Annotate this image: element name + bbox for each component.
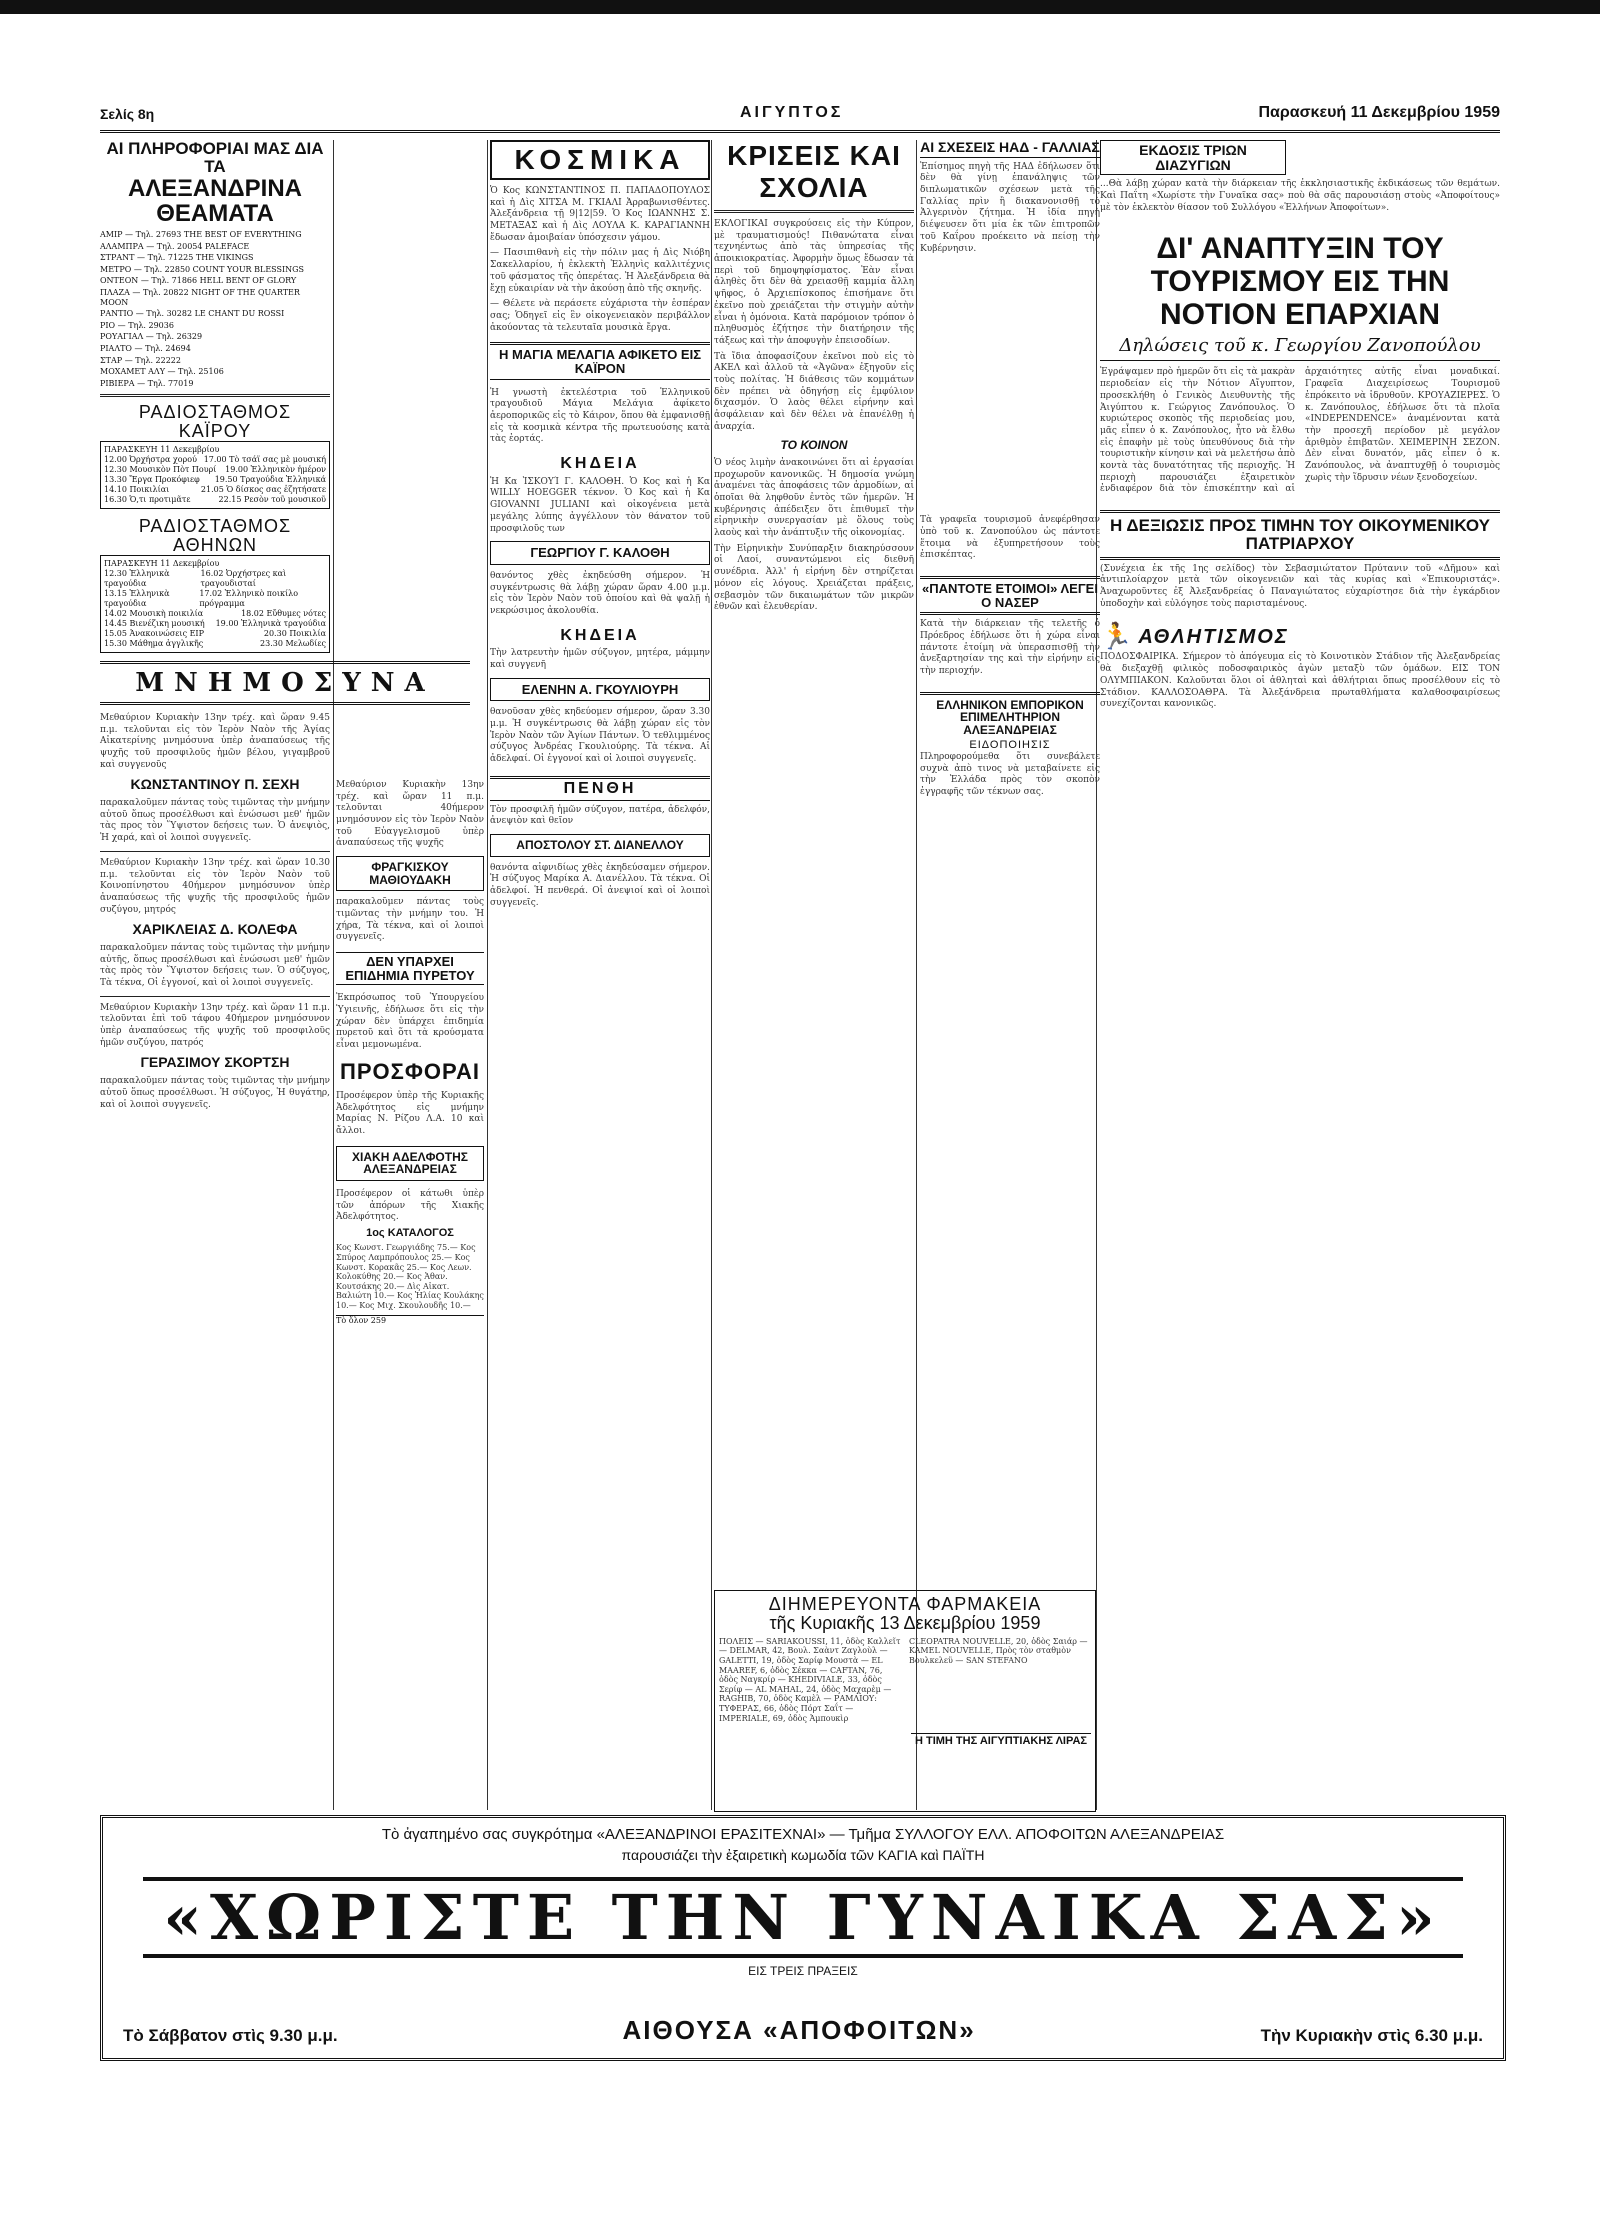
cinema-entry: ΡΟΥΑΓΙΑΛ — Τηλ. 26329 — [100, 332, 203, 342]
funeral-heading: ΚΗΔΕΙΑ — [560, 454, 640, 472]
comments-sub: ΤΟ ΚΟΙΝΟΝ — [780, 438, 848, 453]
pharmacy-list: ΠΟΛΕΙΣ — SARIAKOUSSI, 11, ὁδὸς Καλλεῖτ — DELMAR, 42, Βουλ. Σαὰντ Ζαγλοὺλ — GALETTI, 19, ὁδὸς Σαρίφ Μουστὰ — EL MAAREF, 6, ὁδὸς Σέκκα — CAFTAN, 76, ὁδὸς Ναγκρίρ — KHEDIVIALE, 33, ὁδὸς Σερίφ — AL MAHAL, 24, ὁδὸς Μαχαρὲμ — RAGHIB, 70, ὁδὸς Καμὲλ — ΡΑΜΛΙΟΥ: ΤΥΦΕΡΑΣ, 66, ὁδὸς Πόρτ Σαΐτ — IMPERIALE, 69, ὁδὸς Ἀμπουκὶρ — [719, 1636, 901, 1723]
patriarch-text: (Συνέχεια ἐκ τῆς 1ης σελίδος) τὸν Σεβασμιώτατον Πρύτανιν τοῦ «Δῆμου» καὶ ἀντιπλοίαρχον μετὰ τῶν οἰκογενειῶν καὶ τὰς κυρίας καὶ «Ἐπικουριστάς». Ἀναχωροῦντες ἐξ Ἀλεξανδρείας ὁ Παναγιώτατος εὐχαρίστησε διὰ τὴν ἐγκάρδιον ὑποδοχὴν καὶ εὐλόγησε τοὺς παρισταμένους. — [1100, 563, 1500, 609]
cinema-entry: ΣΤΡΑΝΤ — Τηλ. 71225 THE VIKINGS — [100, 253, 254, 263]
chamber-sub: ΕΙΔΟΠΟΙΗΣΙΣ — [969, 739, 1051, 752]
kosmika-heading: ΚΟΣΜΙΚΑ — [490, 140, 710, 180]
cinema-entry: ΑΛΑΜΠΡΑ — Τηλ. 20054 PALEFACE — [100, 241, 250, 251]
funeral-text: θανοῦσαν χθὲς κηδεύομεν σήμερον, ὥραν 3.30 μ.μ. Ἡ συγκέντρωσις θὰ λάβῃ χώραν εἰς τὸν Ἱερὸν Ναὸν τῶν Ἁγίων Πάντων. Ὁ τεθλιμμένος σύζυγος Ἀνδρέας Γκουλιούρης. Τὰ τέκνα. Αἱ ἀδελφαί. Οἱ ἐγγονοί καὶ οἱ λοιποὶ συγγενεῖς. — [490, 707, 710, 765]
ad-play-title: «ΧΩΡΙΣΤΕ ΤΗΝ ΓΥΝΑΙΚΑ ΣΑΣ» — [143, 1877, 1463, 1958]
social-text: — Θέλετε νὰ περάσετε εὐχάριστα τὴν ἑσπέραν σας; Ὁδηγεῖ εἰς ἓν οἰκογενειακὸν περιβάλλον ἀκούοντας τὰ τελευταῖα μουσικὰ ἔργα. — [490, 299, 710, 333]
right-articles — [1100, 140, 1500, 1810]
article-headline: ΕΚΔΟΣΙΣ ΤΡΙΩΝ ΔΙΑΖΥΓΙΩΝ — [1100, 140, 1286, 175]
radio-row — [104, 639, 326, 649]
radio-slot: 17.02 Ἑλληνικὸ ποικίλο πρόγραμμα — [199, 588, 299, 608]
memorial-text: παρακαλοῦμεν πάντας τοὺς τιμῶντας τὴν μνήμην του. Ἡ χήρα, Τὰ τέκνα, καὶ οἱ λοιποὶ συγγενεῖς. — [336, 897, 484, 943]
radio-row — [104, 609, 326, 619]
radio-day: ΠΑΡΑΣΚΕΥΗ 11 Δεκεμβρίου — [104, 558, 220, 568]
mourning-name: ΑΠΟΣΤΟΛΟΥ ΣΤ. ΔΙΑΝΕΛΛΟΥ — [490, 834, 710, 857]
article-headline: ΧΙΑΚΗ ΑΔΕΛΦΟΤΗΣ ΑΛΕΞΑΝΔΡΕΙΑΣ — [336, 1146, 484, 1181]
column-relations — [920, 140, 1100, 1580]
radio-row — [104, 465, 326, 475]
funeral-text: Ἡ Κα ἸΣΚΟΥΊ Γ. ΚΑΛΟΘΗ. Ὁ Κος καὶ ἡ Κα WILLY HOEGGER τέκνον. Ὁ Κος καὶ ἡ Κα GIOVANNI JULIANI καὶ οἰκογένεια μετὰ μεγάλης λύπης ἀγγέλλουν τὸν θάνατον τοῦ προσφιλοῦς των — [490, 476, 710, 534]
memorial-text: Μεθαύριον Κυριακὴν 13ην τρέχ. καὶ ὥραν 9.45 π.μ. τελοῦνται εἰς τὸν Ἱερὸν Ναὸν τῆς Ἁγίας Αἰκατερίνης μνημόσυνα ὑπὲρ ἀναπαύσεως τῆς ψυχῆς τοῦ προσφιλοῦς ἡμῶν βέλου, γιγαμβροῦ καὶ συγγενοῦς — [100, 712, 330, 770]
radio-slot: 19.00 Ἑλληνικὸν ἡμέρον — [225, 465, 326, 475]
radio-slot: 19.50 Τραγούδια Ἑλληνικά — [214, 475, 326, 485]
radio-slot: 16.30 Ὁ,τι προτιμᾶτε — [104, 495, 191, 505]
funeral-text: Τὴν λατρευτὴν ἡμῶν σύζυγον, μητέρα, μάμμην καὶ συγγενῆ — [490, 648, 710, 671]
column-social — [490, 140, 710, 1810]
memorial-name: ΚΩΝΣΤΑΝΤΙΝΟΥ Π. ΣΕΧΗ — [130, 776, 300, 793]
ad-sunday-time: Τὴν Κυριακὴν στὶς 6.30 μ.μ. — [1260, 2026, 1483, 2045]
comments-text: Τὰ ἴδια ἀποφασίζουν ἐκεῖνοι ποὺ εἰς τὸ ΑΚΕΛ καὶ ἀλλοῦ τὰ «Ἀγῶνα» ἐξηγοῦν εἰς τοὺς πολίτας. Ἡ διάθεσις τῶν κομμάτων δὲν πρέπει νὰ ὁδηγήσῃ εἰς ἐμφύλιον διχασμόν. Ὁ λαὸς θέλει εἰρήνην καὶ ἀσφάλειαν καὶ δὲν θέλει νὰ ἐπανέλθῃ ἡ ἀναρχία. — [714, 351, 914, 432]
top-black-bar — [0, 0, 1600, 14]
ad-venue: ΑΙΘΟΥΣΑ «ΑΠΟΦΟΙΤΩΝ» — [622, 2015, 976, 2045]
radio-row — [104, 589, 326, 609]
cinema-list — [100, 230, 330, 388]
article-headline: ΑΙ ΣΧΕΣΕΙΣ ΗΑΔ - ΓΑΛΛΙΑΣ — [920, 140, 1100, 158]
catalog-title: 1ος ΚΑΤΑΛΟΓΟΣ — [366, 1226, 454, 1239]
issue-date: Παρασκευή 11 Δεκεμβρίου 1959 — [1258, 104, 1500, 121]
mourning-text: Τὸν προσφιλῆ ἡμῶν σύζυγον, πατέρα, ἀδελφόν, ἀνεψιὸν καὶ θεῖον — [490, 804, 710, 827]
radio-slot: 20.30 Ποικιλία — [263, 628, 326, 638]
comments-text: Τὴν Εἰρηνικὴν Συνύπαρξιν διακηρύσσουν οἱ Λαοί, συναντώμενοι εἰς διεθνῆ συνέδρια. Ἀλλ' ἡ εἰρήνη δὲν στηρίζεται μόνον εἰς λόγους. Χρειάζεται πράξεις, σεβασμὸν τῶν δικαιωμάτων τῶν μικρῶν ἐθνῶν καὶ ἐλευθερίαν. — [714, 543, 914, 613]
sport-heading: ΑΘΛΗΤΙΣΜΟΣ — [1138, 625, 1289, 648]
comments-heading: ΚΡΙΣΕΙΣ ΚΑΙ ΣΧΟΛΙΑ — [727, 140, 901, 203]
chamber-text: Πληροφορούμεθα ὅτι συνεβάλετε συχνὰ ἀπὸ τινος νὰ μεταβαίνετε εἰς τὴν Ἑλλάδα πρὸς τὸν σκοπὸν ἐγγραφῆς τῶν τέκνων σας. — [920, 751, 1100, 798]
radio-row — [104, 629, 326, 639]
catalog-total — [336, 1315, 484, 1326]
memorials-title: ΜΝΗΜΟΣΥΝΑ — [100, 661, 470, 705]
memorial-text: παρακαλοῦμεν πάντας τοὺς τιμῶντας τὴν μνήμην αὐτῆς, ὅπως προσέλθωσι καὶ ἐνώσωσι μεθ' ἡμῶν τὰς πρὸς τὸν Ὕψιστον δεήσεις των. Ὁ σύζυγος, Τὰ τέκνα, Οἱ ἐγγονοί, καὶ οἱ λοιποὶ συγγενεῖς. — [100, 942, 330, 988]
cinema-entry: ΑΜΙΡ — Τηλ. 27693 THE BEST OF EVERYTHING — [100, 230, 302, 240]
radio-slot: 13.30 Ἔργα Προκόφιεφ — [104, 475, 200, 485]
radio-row — [104, 455, 326, 465]
radio-cairo-title: ΡΑΔΙΟΣΤΑΘΜΟΣ ΚΑΪΡΟΥ — [138, 402, 292, 442]
memorial-text: Μεθαύριον Κυριακὴν 13ην τρέχ. καὶ ὥραν 11 π.μ. τελοῦνται 40ήμερον μνημόσυνον εἰς τὸν Ἱερὸν Ναὸν τοῦ Εὐαγγελισμοῦ ὑπὲρ ἀναπαύσεως τῆς ψυχῆς — [336, 780, 484, 849]
cinema-entry: ΡΙΑΛΤΟ — Τηλ. 24694 — [100, 344, 191, 353]
offers-heading: ΠΡΟΣΦΟΡΑΙ — [339, 1058, 481, 1084]
column-rule — [711, 140, 712, 1810]
tourism-subheadline: Δηλώσεις τοῦ κ. Γεωργίου Ζανοπούλου — [1100, 335, 1500, 361]
cinema-entry: ΜΕΤΡΟ — Τηλ. 22850 COUNT YOUR BLESSINGS — [100, 264, 305, 274]
radio-slot: 21.05 Ὁ δίσκος σας ἐζητήσατε — [200, 485, 326, 495]
pharmacies-date: τῆς Κυριακῆς 13 Δεκεμβρίου 1959 — [769, 1612, 1041, 1633]
pharmacy-list: CLEOPATRA NOUVELLE, 20, ὁδὸς Σαιάρ — KAMEL NOUVELLE, Πρὸς τὸν σταθμὸν Βουλκελεϋ — SAN STEFANO — [909, 1636, 1088, 1665]
article-text: Ἐκπρόσωπος τοῦ Ὑπουργείου Ὑγιεινῆς, ἐδήλωσε ὅτι εἰς τὴν χώραν δὲν ὑπάρχει ἐπιδημία πυρετοῦ καὶ ὅτι τὰ κρούσματα εἶναι μεμονωμένα. — [336, 993, 484, 1051]
article-text: ...Θὰ λάβῃ χώραν κατὰ τὴν διάρκειαν τῆς ἐκκλησιαστικῆς ἐκδικάσεως τῶν θεμάτων. Καὶ Παΐτη «Χωρίστε τὴν Γυναῖκα σας» ποὺ θὰ σᾶς παρουσιάσῃ στοὺς «Ἀποφοίτους» μὲ τὸν ἐκλεκτὸν θίασον τοῦ Συλλόγου «Ἑλλήνων Ἀποφοίτων». — [1100, 179, 1500, 213]
comments-text: Ὁ νέος λιμὴν ἀνακοινώνει ὅτι αἱ ἐργασίαι προχωροῦν κανονικῶς. Ἡ δημοσία γνώμη ἀναμένει τὰς ἀποφάσεις τῶν ἁρμοδίων, αἱ ὁποῖαι θὰ ληφθοῦν ἐντὸς τῶν ἡμερῶν. Ἡ κυβέρνησις ἀπέδειξεν ὅτι ἐπιθυμεῖ τὴν εἰρηνικὴν συνεργασίαν μὲ ὅλους τοὺς λαοὺς καὶ τὴν ἀνάπτυξιν τῆς οἰκονομίας. — [714, 457, 914, 539]
column-memorials-2 — [336, 520, 484, 1810]
theatre-advertisement — [100, 1815, 1506, 2061]
memorial-text: Μεθαύριον Κυριακὴν 13ην τρέχ. καὶ ὥραν 11 π.μ. τελοῦνται ἐπὶ τοῦ τάφου 40ήμερον μνημόσυνον ὑπὲρ ἀναπαύσεως τῆς ψυχῆς τοῦ προσφιλοῦς ἡμῶν συζύγου, πατρός — [100, 1002, 330, 1048]
funeral-name: ΕΛΕΝΗΝ Α. ΓΚΟΥΛΙΟΥΡΗ — [490, 678, 710, 702]
radio-slot: 14.10 Ποικιλίαι — [104, 485, 170, 495]
radio-day: ΠΑΡΑΣΚΕΥΗ 11 Δεκεμβρίου — [104, 445, 220, 455]
radio-slot: 12.00 Ὀρχήστρα χορού — [104, 455, 197, 465]
radio-slot: 17.00 Τὸ τσάϊ σας μὲ μουσική — [203, 455, 326, 465]
radio-slot: 23.30 Μελωδίες — [260, 638, 326, 648]
pharmacies-box — [714, 1590, 1096, 1812]
tourism-text: Ἐγράψαμεν πρὸ ἡμερῶν ὅτι εἰς τὰ μακρὰν περιοδείαν εἰς τὴν Νότιον Αἴγυπτον, προσεκλήθη ὁ Γενικὸς Διευθυντὴς τῆς Ἀιγύπτου κ. Γεώργιος Ζανόπουλος. Ὁ κυριώτερος σκοπὸς τῆς περιοδείας μου, μᾶς εἶπεν ὁ κ. Ζανόπουλος, ἦτο νὰ ἔλθω εἰς ἐπαφὴν μὲ τοὺς ὑπευθύνους διὰ τὴν τουριστικὴν κίνησιν καὶ νὰ μελετήσω ἀπὸ κοντὰ τὰς δυνατότητας τῆς περιοχῆς. Ἡ περιοχὴ παρουσιάζει ἐξαιρετικὸν ἐνδιαφέρον διὰ τὸν ἐπισκέπτην καὶ αἱ ἀρχαιότητες αὐτῆς εἶναι μοναδικαί. Γραφεῖα Διαχειρίσεως Τουρισμοῦ ἐπρόκειτο νὰ ἱδρυθοῦν. ΚΡΟΥΑΖΙΕΡΕΣ. Ὁ κ. Ζανόπουλος, ἐδήλωσε ὅτι τὰ πλοῖα «INDEPENDENCE» ἀναμένονται κατὰ τὴν προσεχῆ περίοδον μὲ μεγάλον ἀριθμὸν ἐπιβατῶν. ΧΕΙΜΕΡΙΝΗ ΣΕΖΟΝ. Δὲν εἶναι δυνατόν, μᾶς εἶπεν ὁ κ. Ζανόπουλος, νὰ ἀναπτυχθῇ ὁ τουρισμὸς χωρὶς τὴν ἵδρυσιν νέων ξενοδοχείων. — [1100, 367, 1500, 495]
cinema-entry: ΡΙΒΙΕΡΑ — Τηλ. 77019 — [100, 378, 194, 388]
memorial-name: ΦΡΑΓΚΙΣΚΟΥ ΜΑΘΙΟΥΔΑΚΗ — [336, 856, 484, 891]
article-text: Προσέφερον οἱ κάτωθι ὑπὲρ τῶν ἀπόρων τῆς Χιακῆς Ἀδελφότητος. — [336, 1188, 484, 1223]
tourism-headline: ΔΙ' ΑΝΑΠΤΥΞΙΝ ΤΟΥ ΤΟΥΡΙΣΜΟΥ ΕΙΣ ΤΗΝ ΝΟΤΙΟΝ ΕΠΑΡΧΙΑΝ — [1150, 232, 1450, 332]
article-text: Κατὰ τὴν διάρκειαν τῆς τελετῆς ὁ Πρόεδρος ἐδήλωσε ὅτι ἡ χώρα εἶναι πάντοτε ἑτοίμη νὰ ὑπερασπισθῇ τὴν ἀνεξαρτησίαν της καὶ τὴν εἰρήνην εἰς τὴν περιοχήν. — [920, 619, 1100, 676]
radio-slot: 13.15 Ἑλληνικὰ τραγούδια — [104, 588, 170, 608]
pharmacies-heading: ΔΙΗΜΕΡΕΥΟΝΤΑ ΦΑΡΜΑΚΕΙΑ — [768, 1594, 1042, 1614]
radio-slot: 12.30 Μουσικὸν Πὸτ Πουρί — [104, 465, 217, 475]
ad-saturday-time: Τὸ Σάββατον στὶς 9.30 μ.μ. — [123, 2026, 338, 2045]
social-text: Ὁ Κος ΚΩΝΣΤΑΝΤΙΝΟΣ Π. ΠΑΠΑΔΟΠΟΥΛΟΣ καὶ ἡ Δὶς ΧΙΤΣΑ Μ. ΓΚΙΑΛΙ Ἀρραβωνισθέντες. Ἀλεξάνδρεια τῇ 9|12|59. Ὁ Κος ΙΩΑΝΝΗΣ Σ. ΜΕΤΑΞΑΣ καὶ ἡ Δὶς ΛΟΥΛΑ Κ. ΚΑΡΑΓΙΑΝΝΗ ἔδωσαν ἀμοιβαίαν ὑπόσχεσιν γάμου. — [490, 186, 710, 243]
social-text: — Πασιπιθανὴ εἰς τὴν πόλιν μας ἡ Δὶς Νιόβη Σακελλαρίου, ἡ ἐκλεκτὴ Ἑλληνὶς καλλιτέχνις τοῦ φάσματος τῆς ὀπερέτας. Ἡ Ἀλεξάνδρεια θὰ ἔχῃ εὐκαιρίαν νὰ τὴν ἀκούσῃ ἀπὸ τῆς σκηνῆς. — [490, 248, 710, 294]
divider — [100, 394, 330, 397]
chamber-heading: ΕΛΛΗΝΙΚΟΝ ΕΜΠΟΡΙΚΟΝ ΕΠΙΜΕΛΗΤΗΡΙΟΝ ΑΛΕΞΑΝΔΡΕΙΑΣ — [920, 692, 1100, 737]
memorial-text: Μεθαύριον Κυριακὴν 13ην τρέχ. καὶ ὥραν 10.30 π.μ. τελοῦνται εἰς τὸν Ἱερὸν Ναὸν τοῦ Κοινοπίνηστου 40ήμερον μνημόσυνον ὑπὲρ ἀναπαύσεως τῆς ψυχῆς τῆς προσφιλοῦς ἡμῶν συζύγου, μητρός — [100, 857, 330, 915]
article-headline: ΔΕΝ ΥΠΑΡΧΕΙ ΕΠΙΔΗΜΙΑ ΠΥΡΕΤΟΥ — [336, 952, 484, 985]
currency-heading: Η ΤΙΜΗ ΤΗΣ ΑΙΓΥΠΤΙΑΚΗΣ ΛΙΡΑΣ — [911, 1733, 1091, 1748]
cinema-entry: ΣΤΑΡ — Τηλ. 22222 — [100, 355, 181, 365]
column-rule — [487, 140, 488, 1810]
ad-footer — [123, 2015, 1483, 2046]
column-rule — [916, 140, 917, 1810]
mourning-heading: ΠΕΝΘΗ — [490, 776, 710, 801]
ad-presents: παρουσιάζει τὴν ἐξαιρετικὴ κωμωδία τῶν ΚΑΓΙΑ καὶ ΠΑΪΤΗ — [621, 1847, 985, 1863]
patriarch-headline: Η ΔΕΞΙΩΣΙΣ ΠΡΟΣ ΤΙΜΗΝ ΤΟΥ ΟΙΚΟΥΜΕΝΙΚΟΥ ΠΑΤΡΙΑΡΧΟΥ — [1100, 510, 1500, 560]
runner-icon: 🏃 — [1100, 622, 1133, 653]
page-number: Σελίς 8η — [100, 106, 155, 122]
article-text: Ἐπίσημος πηγὴ τῆς ΗΑΔ ἐδήλωσεν ὅτι δὲν θὰ γίνῃ ἐπανάληψις τῶν διπλωματικῶν σχέσεων μετὰ τῆς Γαλλίας πρὶν ἢ διακανονισθῇ τὸ Ἀλγερινὸν ζήτημα. Ἡ ἰδία πηγὴ διέψευσεν ὅτι μία ἐκ τῶν ἐπιτροπῶν τοῦ Καΐρου προέκειτο νὰ πείσῃ τὴν Κυβέρνησιν. — [920, 161, 1100, 254]
radio-row — [104, 495, 326, 505]
article-headline: «ΠΑΝΤΟΤΕ ΕΤΟΙΜΟΙ» ΛΕΓΕΙ Ο ΝΑΣΕΡ — [920, 576, 1100, 615]
radio-slot: 12.30 Ἑλληνικὰ τραγούδια — [104, 568, 170, 588]
radio-slot: 16.02 Ὀρχήστρες καὶ τραγουδισταί — [200, 568, 287, 588]
radio-slot: 15.30 Μάθημα ἀγγλικῆς — [104, 638, 204, 648]
radio-slot: 14.45 Βιενέζικη μουσική — [104, 618, 205, 628]
cinema-entry: ΜΟΧΑΜΕΤ ΑΛΥ — Τηλ. 25106 — [100, 367, 224, 377]
sport-text: ΠΟΔΟΣΦΑΙΡΙΚΑ. Σήμερον τὸ ἀπόγευμα εἰς τὸ Κοινοτικὸν Στάδιον τῆς Ἀλεξανδρείας θὰ διεξαχθῇ φιλικὸς ποδοσφαιρικὸς ἀγὼν μεταξὺ τῶν ὁμάδων. ΕΙΣ ΤΟΝ ΟΛΥΜΠΙΑΚΟΝ. Καλοῦνται ὅλοι οἱ ἀθληταὶ καὶ ἀθλήτριαι ὅπως προσέλθουν εἰς τὸ Στάδιον. ΚΑΛΛΟΣΟΑΘΡΑ. Τὰ Ἀλεξάνδρεια πρωταθλήματα καλαθοσφαιρίσεως συνεχίζονται κανονικῶς. — [1100, 652, 1500, 710]
radio-row — [104, 485, 326, 495]
cinema-heading-2: ΑΛΕΞΑΝΔΡΙΝΑ ΘΕΑΜΑΤΑ — [127, 174, 303, 227]
radio-slot: 19.00 Ἑλληνικὰ τραγούδια — [215, 618, 326, 628]
radio-slot: 18.02 Εὔθυμες νότες — [241, 608, 326, 618]
comments-text: ΕΚΛΟΓΙΚΑΙ συγκρούσεις εἰς τὴν Κύπρον, μὲ τραυματισμούς! Πιθανώτατα εἶναι τεχνηέντως ἀπὸ τὰς ὑπηρεσίας τῆς ἀποικιοκρατίας. Ἀφορμὴν ὅμως ἔδωσαν τὰ περὶ τοῦ δημοψηφίσματος. Ἐὰν εἶναι ἀληθὲς ὅτι δὲν θὰ χρειασθῇ καμμία ἄλλη ψῆφος, ὁ Ἀρχιεπίσκοπος ἐπισήμανε ὅτι ἐκεῖνο ποὺ χρειάζεται τὴν στιγμὴν αὐτὴν εἶναι ἡ ὁμόνοια. Κατὰ παρόμοιον τρόπον ὁ πληθυσμὸς ἐζήτησε τὴν διατήρησιν τῆς τάξεως καὶ τὴν ἀποφυγὴν ἐπεισοδίων. — [714, 219, 914, 346]
radio-slot: 22.15 Ρεσὸν τοῦ μουσικοῦ — [218, 495, 326, 505]
funeral-name: ΓΕΩΡΓΙΟΥ Γ. ΚΑΛΟΘΗ — [490, 541, 710, 565]
ad-intro: Τὸ ἀγαπημένο σας συγκρότημα «ΑΛΕΞΑΝΔΡΙΝΟΙ ΕΡΑΣΙΤΕΧΝΑΙ» — Τμῆμα ΣΥΛΛΟΓΟΥ ΕΛΛ. ΑΠΟΦΟΙΤΩΝ ΑΛΕΞΑΝΔΡΕΙΑΣ — [381, 1826, 1225, 1843]
radio-cairo-schedule — [100, 441, 330, 509]
article-text: Ἡ γνωστὴ ἐκτελέστρια τοῦ Ἑλληνικοῦ τραγουδιοῦ Μάγια Μελάγια ἀφίκετο ἀεροπορικῶς εἰς τὸ Κάιρον, ὅπου θὰ ἐμφανισθῇ εἰς τὰ κοσμικὰ κέντρα τῆς πρωτευούσης κατὰ τὰς ἑορτάς. — [490, 387, 710, 445]
column-comments — [714, 140, 914, 1580]
radio-row — [104, 569, 326, 589]
radio-athens-schedule — [100, 555, 330, 653]
memorial-text: παρακαλοῦμεν πάντας τοὺς τιμῶντας τὴν μνήμην αὐτοῦ ὅπως προσέλθωσι. Ἡ σύζυγος, Ἡ θυγάτηρ, καὶ οἱ λοιποὶ συγγενεῖς. — [100, 1076, 330, 1110]
total-text: Τὸ ὅλον 259 — [336, 1315, 387, 1325]
funeral-heading: ΚΗΔΕΙΑ — [560, 626, 640, 644]
radio-slot: 15.05 Ἀνακοινώσεις ΕΙΡ — [104, 628, 204, 638]
radio-slot: 14.02 Μουσικὴ ποικιλία — [104, 608, 204, 618]
cinema-entry: ΡΙΟ — Τηλ. 29036 — [100, 320, 174, 330]
funeral-text: θανόντος χθὲς ἐκηδεύσθη σήμερον. Ἡ συγκέντρωσις θὰ λάβῃ χώραν ὥραν 4.00 μ.μ. εἰς τὸν Ἱερὸν Ναὸν τοῦ ὁποίου καὶ θὰ ψαλῇ ἡ νεκρώσιμος ἀκολουθία. — [490, 570, 710, 616]
radio-row — [104, 619, 326, 629]
mourning-text: θανόντα αἰφνιδίως χθὲς ἐκηδεύσαμεν σήμερον. Ἡ σύζυγος Μαρίκα Α. Διανέλλου. Τὰ τέκνα. Οἱ ἀδελφοί. Ἡ πενθερά. Οἱ ἀνεψιοί καὶ οἱ λοιποὶ συγγενεῖς. — [490, 862, 710, 908]
cinema-entry: ΟΝΤΕΟΝ — Τηλ. 71866 HELL BENT OF GLORY — [100, 276, 297, 286]
pharmacies-content — [715, 1633, 1095, 1727]
sport-section-header — [1100, 622, 1500, 652]
radio-athens-title: ΡΑΔΙΟΣΤΑΘΜΟΣ ΑΘΗΝΩΝ — [138, 516, 292, 556]
cinema-entry: ΡΑΝΤΙΟ — Τηλ. 30282 LE CHANT DU ROSSI — [100, 309, 285, 319]
radio-row — [104, 475, 326, 485]
offers-text: Προσέφερον ὑπὲρ τῆς Κυριακῆς Ἀδελφότητος εἰς μνήμην Μαρίας Ν. Ρίζου Λ.Α. 10 καὶ ἄλλοι. — [336, 1090, 484, 1136]
paper-name: ΑΙΓΥΠΤΟΣ — [740, 104, 844, 121]
memorial-name: ΧΑΡΙΚΛΕΙΑΣ Δ. ΚΟΛΕΦΑ — [132, 921, 298, 938]
cinema-entry: ΠΛΑΖΑ — Τηλ. 20822 NIGHT OF THE QUARTER MOON — [100, 288, 300, 307]
memorial-text: παρακαλοῦμεν πάντας τοὺς τιμῶντας τὴν μνήμην αὐτοῦ ὅπως προσέλθωσι καὶ ἐνώσωσι μεθ' ἡμῶν τὰς προς τὸν Ὕψιστον δεήσεις των. Ὁ ἀνεψιὸς, Ἡ χαρά, καὶ οἱ λοιποὶ συγγενεῖς. — [100, 798, 330, 844]
article-headline: Η ΜΑΓΙΑ ΜΕΛΑΓΙΑ ΑΦΙΚΕΤΟ ΕΙΣ ΚΑΪΡΟΝ — [490, 342, 710, 379]
masthead — [100, 100, 1500, 133]
catalog-list: Κος Κωνστ. Γεωργιάδης 75.— Κος Σπύρος Λαμπρόπουλος 25.— Κος Κωνστ. Κορακᾶς 25.— Κος Λεων. Κολοκύθης 20.— Κος Ἀθαν. Κουτσάκης 20.— Δὶς Αἰκατ. Βαλιώτη 10.— Κος Ἠλίας Κουλάκης 10.— Κος Μιχ. Σκουλουδῆς 10.— — [336, 1243, 484, 1310]
column-rule — [333, 140, 334, 1810]
cinema-heading-1: ΑΙ ΠΛΗΡΟΦΟΡΙΑΙ ΜΑΣ ΔΙΑ ΤΑ — [106, 139, 324, 176]
memorial-name: ΓΕΡΑΣΙΜΟΥ ΣΚΟΡΤΣΗ — [140, 1054, 290, 1071]
ad-acts: ΕΙΣ ΤΡΕΙΣ ΠΡΑΞΕΙΣ — [748, 1964, 858, 1978]
article-text: Τὰ γραφεῖα τουρισμοῦ ἀνεφέρθησαν ὑπὸ τοῦ κ. Ζανοπούλου ὡς πάντοτε ἕτοιμα νὰ ἐξυπηρετήσουν τοὺς ἐπισκέπτας. — [920, 515, 1100, 561]
